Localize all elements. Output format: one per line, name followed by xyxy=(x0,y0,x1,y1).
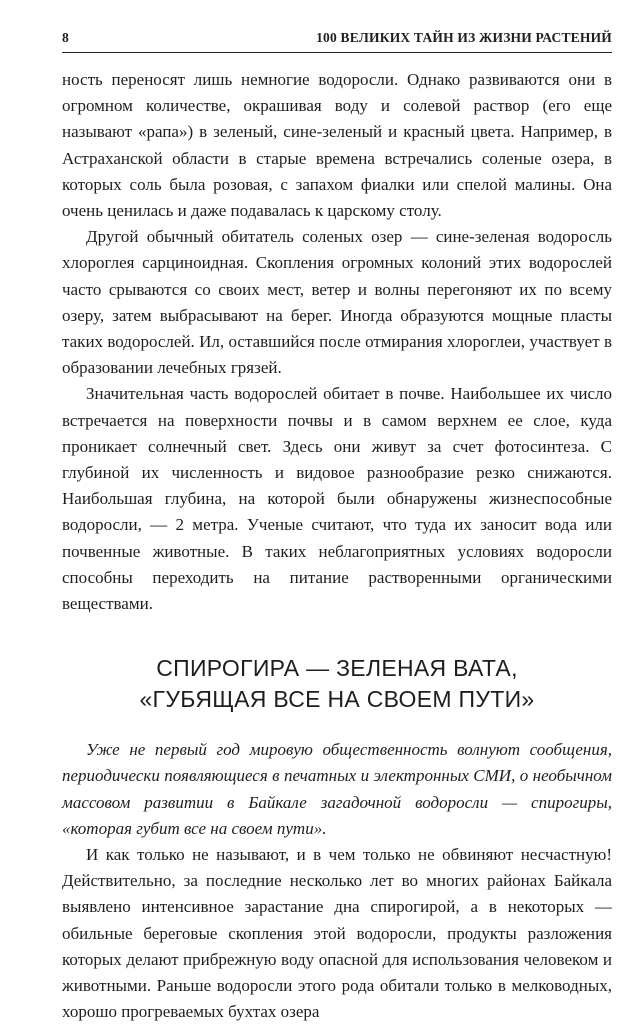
page-number: 8 xyxy=(62,30,69,45)
book-page xyxy=(62,30,612,1026)
running-header xyxy=(62,30,612,53)
section-heading-line-1: СПИРОГИРА — ЗЕЛЕНАЯ ВАТА, xyxy=(156,655,518,682)
section-heading-line-2: «ГУБЯЩАЯ ВСЕ НА СВОЕМ ПУТИ» xyxy=(139,686,535,713)
section-heading xyxy=(62,653,612,715)
paragraph-spirogyra: И как только не называют, и в чем только не обвиняют несчастную! Действительно, за последние несколько лет во многих районах Байкала выявлено интенсивное зарастание дна спирогирой, а в некоторых — обильные береговые скопления этой водоросли, продукты разложения которых делают прибрежную воду опасной для использования человеком и животными. Раньше водоросли этого рода обитали только в мелководных, хорошо прогреваемых бухтах озера xyxy=(62,845,612,1022)
paragraph-salt-lakes: Другой обычный обитатель соленых озер — сине-зеленая водоросль хлороглея сарциноидная. Скопления огромных колоний этих водорослей часто срываются со своих мест, ветер и волны перегоняют их по всему озеру, затем выбрасывают на берег. Иногда образуются мощные пласты таких водорослей. Ил, оставшийся после отмирания хлороглеи, участвует в образовании лечебных грязей. xyxy=(62,227,612,378)
paragraph-soil-algae: Значительная часть водорослей обитает в почве. Наибольшее их число встречается на поверхности почвы и в самом верхнем ее слое, куда проникает солнечный свет. Здесь они живут за счет фотосинтеза. С глубиной их численность и видовое разнообразие резко снижаются. Наибольшая глубина, на которой были обнаружены жизнеспособные водоросли, — 2 метра. Ученые считают, что туда их заносит вода или почвенные животные. В таких неблагоприятных условиях водоросли способны переходить на питание растворенными органическими веществами. xyxy=(62,384,612,614)
body-text xyxy=(62,67,612,1026)
section-lead: Уже не первый год мировую общественность волнуют сообщения, периодически появляющиеся в печатных и электронных СМИ, о необычном массовом развитии в Байкале загадочной водоросли — спирогиры, «которая губит все на своем пути». xyxy=(62,740,612,838)
running-title: 100 ВЕЛИКИХ ТАЙН ИЗ ЖИЗНИ РАСТЕНИЙ xyxy=(316,30,612,45)
paragraph-continued: ность переносят лишь немногие водоросли. Однако развиваются они в огромном количестве, окрашивая воду и солевой раствор (его еще называют «рапа») в зеленый, сине-зеленый и красный цвета. Например, в Астраханской области в старые времена встречались соленые озера, в которых соль была розовая, с запахом фиалки или спелой малины. Она очень ценилась и даже подавалась к царскому столу. xyxy=(62,70,612,221)
